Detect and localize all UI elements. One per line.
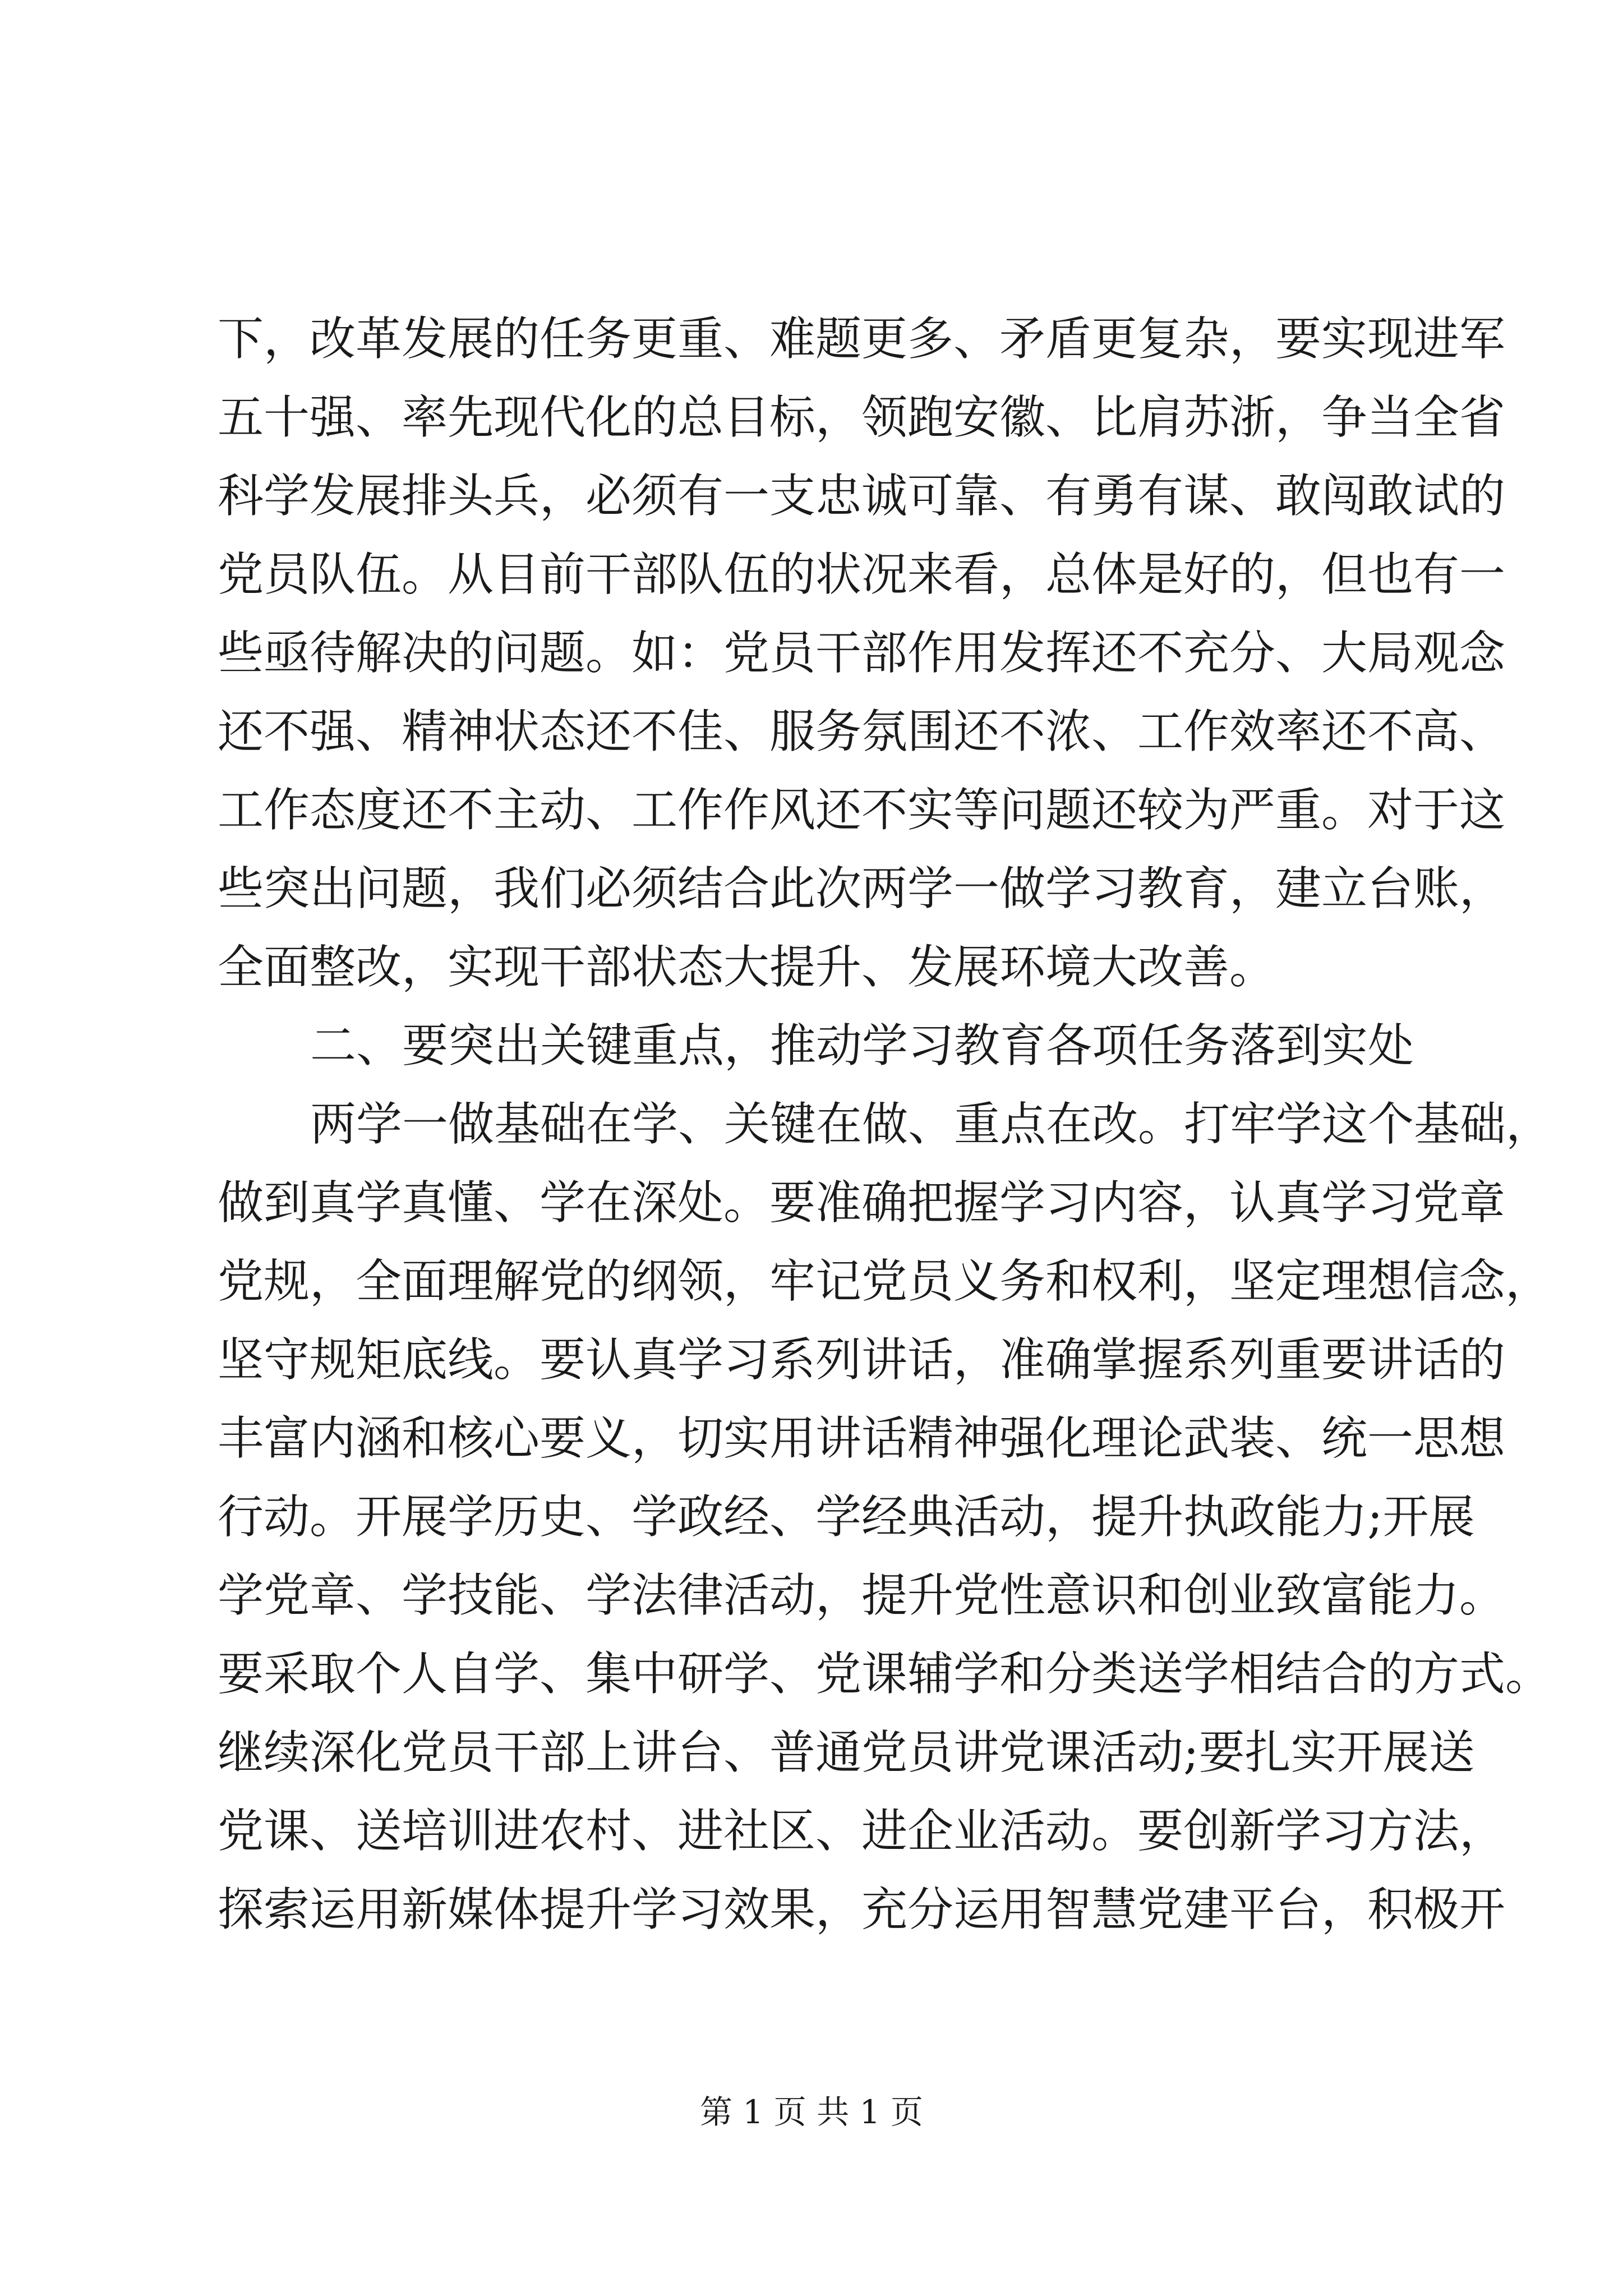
text-line-content: 还不强、精神状态还不佳、服务氛围还不浓、工作效率还不高、 — [218, 705, 1506, 758]
text-line-content: 坚守规矩底线。要认真学习系列讲话，准确掌握系列重要讲话的 — [218, 1333, 1506, 1387]
text-line — [218, 1164, 1506, 1243]
text-line — [310, 1085, 1552, 1164]
text-line — [218, 1792, 1506, 1871]
text-line-content: 科学发展排头兵，必须有一支忠诚可靠、有勇有谋、敢闯敢试的 — [218, 470, 1506, 523]
text-line — [218, 1321, 1506, 1400]
text-line-content: 党课、送培训进农村、进社区、进企业活动。要创新学习方法， — [218, 1805, 1506, 1858]
text-line-content: 党员队伍。从目前干部队伍的状况来看，总体是好的，但也有一 — [218, 548, 1506, 601]
text-line-content: 党规，全面理解党的纲领，牢记党员义务和权利，坚定理想信念， — [218, 1255, 1552, 1308]
text-line — [218, 1243, 1552, 1321]
text-line — [218, 1714, 1475, 1792]
text-line — [218, 1871, 1506, 1949]
text-line-content: 工作态度还不主动、工作作风还不实等问题还较为严重。对于这 — [218, 784, 1506, 837]
text-line — [218, 614, 1506, 693]
text-line-content: 两学一做基础在学、关键在做、重点在改。打牢学这个基础， — [310, 1098, 1552, 1151]
text-line — [218, 1478, 1475, 1557]
text-line — [218, 300, 1506, 379]
text-line-content: 继续深化党员干部上讲台、普通党员讲党课活动;要扎实开展送 — [218, 1726, 1475, 1779]
page-footer — [0, 2090, 1623, 2134]
text-line — [218, 536, 1506, 614]
text-line-content: 做到真学真懂、学在深处。要准确把握学习内容，认真学习党章 — [218, 1176, 1506, 1230]
text-line — [218, 379, 1506, 457]
text-line — [218, 928, 1275, 1007]
text-line-content: 学党章、学技能、学法律活动，提升党性意识和创业致富能力。 — [218, 1569, 1506, 1622]
text-line-content: 探索运用新媒体提升学习效果，充分运用智慧党建平台，积极开 — [218, 1883, 1506, 1936]
page-number: 第 1 页 共 1 页 — [700, 2093, 923, 2131]
text-line-content: 要采取个人自学、集中研学、党课辅学和分类送学相结合的方式。 — [218, 1648, 1552, 1701]
text-line — [218, 850, 1506, 928]
text-line-content: 五十强、率先现代化的总目标，领跑安徽、比肩苏浙，争当全省 — [218, 391, 1506, 444]
text-line-content: 全面整改，实现干部状态大提升、发展环境大改善。 — [218, 941, 1276, 994]
section-heading — [310, 1007, 1414, 1085]
text-line — [218, 1400, 1506, 1478]
text-line-content: 丰富内涵和核心要义，切实用讲话精神强化理论武装、统一思想 — [218, 1412, 1506, 1465]
text-line — [218, 771, 1506, 850]
section-heading-text: 二、要突出关键重点，推动学习教育各项任务落到实处 — [310, 1019, 1414, 1073]
text-line-content: 下，改革发展的任务更重、难题更多、矛盾更复杂，要实现进军 — [218, 312, 1506, 366]
text-line-content: 行动。开展学历史、学政经、学经典活动，提升执政能力;开展 — [218, 1490, 1475, 1544]
text-line-content: 些突出问题，我们必须结合此次两学一做学习教育，建立台账， — [218, 862, 1506, 915]
text-line — [218, 457, 1506, 536]
text-line — [218, 1635, 1552, 1714]
text-line-content: 些亟待解决的问题。如：党员干部作用发挥还不充分、大局观念 — [218, 627, 1506, 680]
text-line — [218, 1557, 1506, 1635]
text-line — [218, 693, 1506, 771]
